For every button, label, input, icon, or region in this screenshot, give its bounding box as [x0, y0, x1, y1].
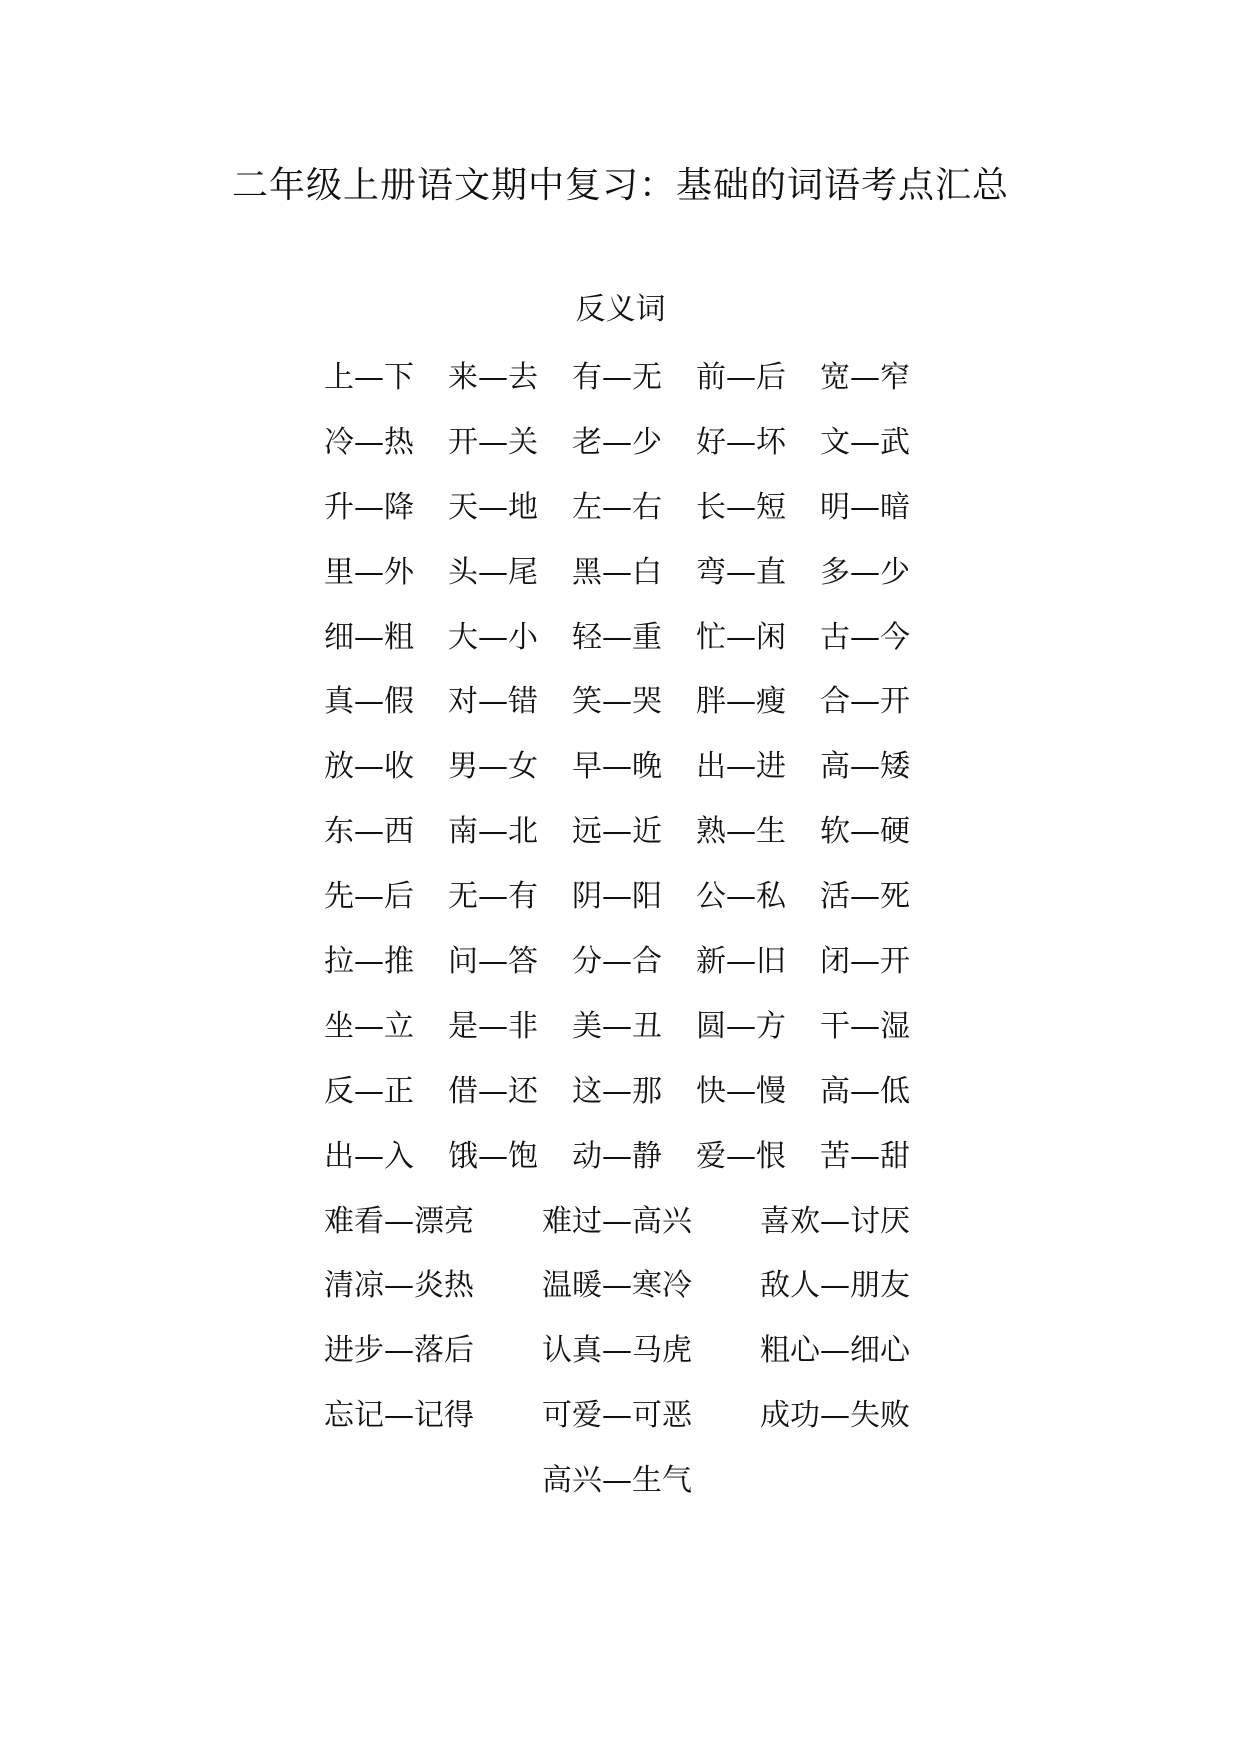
antonym-pair: 胖—瘦	[696, 684, 786, 720]
antonym-pair: 饿—饱	[448, 1138, 538, 1174]
antonym-pair: 宽—窄	[820, 360, 910, 395]
antonym-pair: 熟—生	[696, 814, 786, 850]
antonym-pair: 早—晚	[572, 749, 662, 785]
antonym-pair: 敌人—朋友	[760, 1268, 910, 1304]
antonym-pair: 前—后	[696, 360, 786, 395]
antonym-row	[324, 875, 918, 940]
antonym-pair: 里—外	[324, 554, 414, 590]
antonym-pair: 拉—推	[324, 944, 414, 980]
antonym-row	[324, 1264, 918, 1329]
antonym-pair: 阴—阳	[572, 879, 662, 915]
antonym-pair: 难看—漂亮	[324, 1203, 474, 1239]
antonym-row	[324, 680, 918, 745]
antonym-pair: 合—开	[820, 684, 910, 720]
antonym-pair: 南—北	[448, 814, 538, 850]
antonym-pair: 笑—哭	[572, 684, 662, 720]
antonym-pair: 软—硬	[820, 814, 910, 850]
antonym-pair: 干—湿	[820, 1008, 910, 1044]
antonym-pair: 来—去	[448, 360, 538, 395]
antonym-pair: 古—今	[820, 619, 910, 655]
antonym-row	[324, 1135, 918, 1200]
antonym-pair: 认真—马虎	[542, 1333, 692, 1369]
antonym-row	[324, 1394, 918, 1459]
antonym-pair: 爱—恨	[696, 1138, 786, 1174]
page-title: 二年级上册语文期中复习：基础的词语考点汇总	[231, 165, 1009, 206]
antonym-row	[324, 356, 918, 421]
antonym-pair: 多—少	[820, 554, 910, 590]
antonym-row	[324, 551, 918, 616]
antonym-row	[324, 1329, 918, 1394]
antonym-pair: 美—丑	[572, 1008, 662, 1044]
antonym-pair: 东—西	[324, 814, 414, 850]
antonym-pair: 出—进	[696, 749, 786, 785]
antonym-pair: 长—短	[696, 489, 786, 525]
antonym-pair: 有—无	[572, 360, 662, 395]
antonym-pair: 弯—直	[696, 554, 786, 590]
antonym-pair: 成功—失败	[760, 1398, 910, 1434]
antonym-pair: 左—右	[572, 489, 662, 525]
antonym-pair: 放—收	[324, 749, 414, 785]
antonym-pair: 圆—方	[696, 1008, 786, 1044]
antonym-pair: 好—坏	[696, 424, 786, 460]
antonym-pair: 上—下	[324, 360, 414, 395]
antonym-pair: 高—低	[820, 1073, 910, 1109]
antonym-pair: 喜欢—讨厌	[760, 1203, 910, 1239]
antonym-list	[324, 356, 918, 1524]
antonym-pair: 进步—落后	[324, 1333, 474, 1369]
antonym-pair: 公—私	[696, 879, 786, 915]
antonym-pair: 新—旧	[696, 944, 786, 980]
antonym-pair: 大—小	[448, 619, 538, 655]
antonym-pair: 活—死	[820, 879, 910, 915]
antonym-row	[324, 810, 918, 875]
antonym-pair: 开—关	[448, 424, 538, 460]
section-heading: 反义词	[575, 292, 666, 327]
antonym-pair: 这—那	[572, 1073, 662, 1109]
antonym-pair: 问—答	[448, 944, 538, 980]
antonym-pair: 头—尾	[448, 554, 538, 590]
antonym-pair: 轻—重	[572, 619, 662, 655]
antonym-pair: 老—少	[572, 424, 662, 460]
antonym-pair: 细—粗	[324, 619, 414, 655]
antonym-row	[324, 940, 918, 1005]
antonym-pair: 高兴—生气	[542, 1463, 692, 1499]
antonym-pair: 文—武	[820, 424, 910, 460]
antonym-row	[324, 486, 918, 551]
antonym-pair: 真—假	[324, 684, 414, 720]
antonym-pair: 高—矮	[820, 749, 910, 785]
antonym-pair: 男—女	[448, 749, 538, 785]
antonym-pair: 冷—热	[324, 424, 414, 460]
antonym-pair: 分—合	[572, 944, 662, 980]
antonym-pair: 忘记—记得	[324, 1398, 474, 1434]
antonym-row	[324, 1005, 918, 1070]
antonym-pair: 对—错	[448, 684, 538, 720]
antonym-pair: 可爱—可恶	[542, 1398, 692, 1434]
antonym-pair: 是—非	[448, 1008, 538, 1044]
antonym-row	[324, 1200, 918, 1265]
antonym-row	[324, 1070, 918, 1135]
antonym-pair: 忙—闲	[696, 619, 786, 655]
antonym-pair: 出—入	[324, 1138, 414, 1174]
antonym-pair: 天—地	[448, 489, 538, 525]
antonym-pair: 温暖—寒冷	[542, 1268, 692, 1304]
antonym-pair: 难过—高兴	[542, 1203, 692, 1239]
antonym-row	[324, 745, 918, 810]
antonym-pair: 清凉—炎热	[324, 1268, 474, 1304]
antonym-pair: 粗心—细心	[760, 1333, 910, 1369]
antonym-pair: 借—还	[448, 1073, 538, 1109]
antonym-pair: 远—近	[572, 814, 662, 850]
antonym-pair: 先—后	[324, 879, 414, 915]
antonym-pair: 无—有	[448, 879, 538, 915]
antonym-pair: 明—暗	[820, 489, 910, 525]
antonym-pair: 黑—白	[572, 554, 662, 590]
antonym-row	[324, 616, 918, 681]
antonym-pair: 反—正	[324, 1073, 414, 1109]
antonym-pair: 动—静	[572, 1138, 662, 1174]
antonym-pair: 坐—立	[324, 1008, 414, 1044]
antonym-pair: 升—降	[324, 489, 414, 525]
antonym-pair: 苦—甜	[820, 1138, 910, 1174]
antonym-pair: 快—慢	[696, 1073, 786, 1109]
antonym-pair: 闭—开	[820, 944, 910, 980]
antonym-row	[324, 421, 918, 486]
